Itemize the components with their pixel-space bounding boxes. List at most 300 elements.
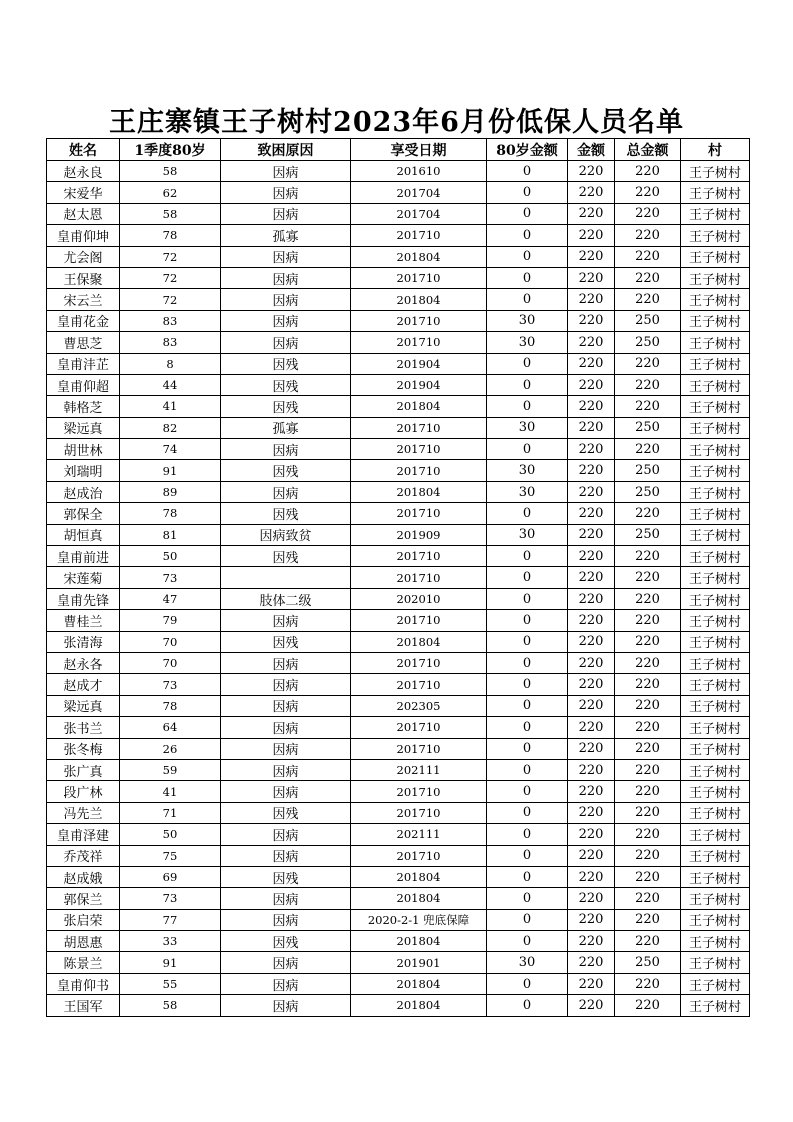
cell-village: 王子树村 xyxy=(681,931,750,952)
cell-village: 王子树村 xyxy=(681,695,750,716)
cell-total: 220 xyxy=(615,631,681,652)
cell-80-amount: 0 xyxy=(487,203,568,224)
cell-amount: 220 xyxy=(568,866,615,887)
cell-start-date: 201710 xyxy=(351,674,487,695)
cell-age: 62 xyxy=(120,182,221,203)
cell-total: 220 xyxy=(615,909,681,930)
cell-start-date: 201704 xyxy=(351,203,487,224)
cell-start-date: 201804 xyxy=(351,289,487,310)
cell-name: 张广真 xyxy=(47,759,120,780)
table-row xyxy=(47,588,750,609)
table-row xyxy=(47,802,750,823)
cell-80-amount: 0 xyxy=(487,353,568,374)
cell-village: 王子树村 xyxy=(681,759,750,780)
cell-80-amount: 30 xyxy=(487,524,568,545)
header-80-amount: 80岁金额 xyxy=(487,139,568,161)
cell-start-date: 201710 xyxy=(351,567,487,588)
cell-reason: 因残 xyxy=(221,503,351,524)
cell-total: 220 xyxy=(615,161,681,182)
cell-village: 王子树村 xyxy=(681,824,750,845)
cell-start-date: 201704 xyxy=(351,182,487,203)
cell-80-amount: 0 xyxy=(487,866,568,887)
cell-name: 皇甫先锋 xyxy=(47,588,120,609)
cell-reason: 因病 xyxy=(221,332,351,353)
cell-80-amount: 0 xyxy=(487,888,568,909)
cell-80-amount: 0 xyxy=(487,781,568,802)
cell-name: 胡恒真 xyxy=(47,524,120,545)
cell-name: 尤会阁 xyxy=(47,246,120,267)
cell-total: 250 xyxy=(615,332,681,353)
table-row xyxy=(47,439,750,460)
cell-start-date: 201804 xyxy=(351,931,487,952)
cell-total: 220 xyxy=(615,973,681,994)
cell-age: 26 xyxy=(120,738,221,759)
cell-total: 220 xyxy=(615,674,681,695)
cell-name: 梁远真 xyxy=(47,695,120,716)
table-row xyxy=(47,203,750,224)
cell-village: 王子树村 xyxy=(681,417,750,438)
cell-amount: 220 xyxy=(568,909,615,930)
cell-age: 69 xyxy=(120,866,221,887)
cell-name: 王国军 xyxy=(47,995,120,1016)
cell-80-amount: 0 xyxy=(487,439,568,460)
cell-village: 王子树村 xyxy=(681,353,750,374)
cell-total: 220 xyxy=(615,738,681,759)
cell-age: 83 xyxy=(120,332,221,353)
table-row xyxy=(47,353,750,374)
cell-amount: 220 xyxy=(568,289,615,310)
cell-total: 220 xyxy=(615,588,681,609)
cell-start-date: 201710 xyxy=(351,332,487,353)
cell-age: 83 xyxy=(120,310,221,331)
table-header-row xyxy=(47,139,750,161)
cell-80-amount: 0 xyxy=(487,503,568,524)
document-title: 王庄寨镇王子树村2023年6月份低保人员名单 xyxy=(109,107,684,138)
cell-age: 91 xyxy=(120,952,221,973)
cell-reason: 因病 xyxy=(221,845,351,866)
table-row xyxy=(47,738,750,759)
table-row xyxy=(47,866,750,887)
cell-amount: 220 xyxy=(568,845,615,866)
header-name: 姓名 xyxy=(47,139,120,161)
cell-village: 王子树村 xyxy=(681,439,750,460)
table-row xyxy=(47,524,750,545)
cell-reason: 因病 xyxy=(221,481,351,502)
recipient-table xyxy=(46,138,750,1017)
table-row xyxy=(47,267,750,288)
cell-start-date: 202305 xyxy=(351,695,487,716)
cell-total: 220 xyxy=(615,695,681,716)
cell-reason: 因病 xyxy=(221,182,351,203)
table-row xyxy=(47,503,750,524)
cell-amount: 220 xyxy=(568,161,615,182)
table-row xyxy=(47,759,750,780)
cell-age: 50 xyxy=(120,824,221,845)
cell-total: 220 xyxy=(615,439,681,460)
cell-total: 250 xyxy=(615,460,681,481)
cell-start-date: 201710 xyxy=(351,503,487,524)
cell-80-amount: 30 xyxy=(487,481,568,502)
cell-total: 220 xyxy=(615,353,681,374)
cell-amount: 220 xyxy=(568,674,615,695)
cell-age: 41 xyxy=(120,781,221,802)
cell-name: 宋莲菊 xyxy=(47,567,120,588)
cell-80-amount: 0 xyxy=(487,374,568,395)
cell-age: 78 xyxy=(120,225,221,246)
cell-start-date: 201804 xyxy=(351,973,487,994)
cell-80-amount: 0 xyxy=(487,246,568,267)
cell-village: 王子树村 xyxy=(681,503,750,524)
cell-reason: 因病 xyxy=(221,267,351,288)
cell-amount: 220 xyxy=(568,973,615,994)
cell-start-date: 201710 xyxy=(351,845,487,866)
table-row xyxy=(47,695,750,716)
cell-80-amount: 0 xyxy=(487,631,568,652)
table-row xyxy=(47,610,750,631)
table-row xyxy=(47,481,750,502)
cell-start-date: 201804 xyxy=(351,995,487,1016)
cell-total: 220 xyxy=(615,225,681,246)
cell-amount: 220 xyxy=(568,481,615,502)
cell-start-date: 201710 xyxy=(351,652,487,673)
cell-start-date: 201710 xyxy=(351,417,487,438)
cell-reason: 因病 xyxy=(221,203,351,224)
cell-total: 220 xyxy=(615,845,681,866)
cell-80-amount: 0 xyxy=(487,759,568,780)
cell-start-date: 201804 xyxy=(351,866,487,887)
cell-amount: 220 xyxy=(568,546,615,567)
table-row xyxy=(47,952,750,973)
cell-name: 宋云兰 xyxy=(47,289,120,310)
cell-amount: 220 xyxy=(568,717,615,738)
cell-80-amount: 0 xyxy=(487,802,568,823)
cell-name: 刘瑞明 xyxy=(47,460,120,481)
cell-name: 郭保兰 xyxy=(47,888,120,909)
cell-reason: 因残 xyxy=(221,396,351,417)
cell-80-amount: 0 xyxy=(487,652,568,673)
cell-total: 220 xyxy=(615,203,681,224)
cell-village: 王子树村 xyxy=(681,866,750,887)
table-row xyxy=(47,546,750,567)
cell-reason: 肢体二级 xyxy=(221,588,351,609)
cell-age: 74 xyxy=(120,439,221,460)
table-body xyxy=(47,161,750,1017)
cell-total: 220 xyxy=(615,888,681,909)
cell-reason: 因残 xyxy=(221,353,351,374)
cell-age: 78 xyxy=(120,503,221,524)
cell-total: 220 xyxy=(615,610,681,631)
cell-80-amount: 0 xyxy=(487,738,568,759)
cell-village: 王子树村 xyxy=(681,952,750,973)
cell-80-amount: 0 xyxy=(487,567,568,588)
table-row xyxy=(47,909,750,930)
cell-reason: 孤寡 xyxy=(221,225,351,246)
cell-amount: 220 xyxy=(568,931,615,952)
cell-start-date: 201710 xyxy=(351,781,487,802)
cell-80-amount: 0 xyxy=(487,396,568,417)
cell-name: 皇甫泽建 xyxy=(47,824,120,845)
table-row xyxy=(47,161,750,182)
cell-name: 张书兰 xyxy=(47,717,120,738)
cell-amount: 220 xyxy=(568,738,615,759)
cell-80-amount: 0 xyxy=(487,182,568,203)
cell-name: 皇甫前进 xyxy=(47,546,120,567)
table-row xyxy=(47,888,750,909)
table-row xyxy=(47,225,750,246)
table-row xyxy=(47,374,750,395)
cell-age: 64 xyxy=(120,717,221,738)
cell-80-amount: 0 xyxy=(487,546,568,567)
cell-age: 72 xyxy=(120,246,221,267)
cell-village: 王子树村 xyxy=(681,717,750,738)
cell-village: 王子树村 xyxy=(681,225,750,246)
cell-age: 77 xyxy=(120,909,221,930)
cell-reason: 孤寡 xyxy=(221,417,351,438)
cell-reason: 因病 xyxy=(221,973,351,994)
cell-80-amount: 0 xyxy=(487,289,568,310)
cell-80-amount: 0 xyxy=(487,717,568,738)
cell-age: 73 xyxy=(120,567,221,588)
cell-village: 王子树村 xyxy=(681,738,750,759)
cell-village: 王子树村 xyxy=(681,267,750,288)
cell-amount: 220 xyxy=(568,652,615,673)
cell-total: 250 xyxy=(615,417,681,438)
cell-reason: 因病 xyxy=(221,289,351,310)
cell-reason xyxy=(221,567,351,588)
cell-age: 44 xyxy=(120,374,221,395)
cell-name: 张启荣 xyxy=(47,909,120,930)
cell-village: 王子树村 xyxy=(681,289,750,310)
cell-start-date: 201710 xyxy=(351,717,487,738)
cell-reason: 因病 xyxy=(221,738,351,759)
table-row xyxy=(47,995,750,1016)
cell-age: 82 xyxy=(120,417,221,438)
table-row xyxy=(47,652,750,673)
cell-total: 220 xyxy=(615,866,681,887)
cell-age: 72 xyxy=(120,267,221,288)
cell-name: 赵成娥 xyxy=(47,866,120,887)
cell-amount: 220 xyxy=(568,503,615,524)
cell-start-date: 201904 xyxy=(351,353,487,374)
cell-name: 宋爱华 xyxy=(47,182,120,203)
table-row xyxy=(47,182,750,203)
cell-amount: 220 xyxy=(568,824,615,845)
cell-total: 220 xyxy=(615,289,681,310)
cell-total: 220 xyxy=(615,503,681,524)
cell-amount: 220 xyxy=(568,802,615,823)
cell-80-amount: 30 xyxy=(487,952,568,973)
header-reason: 致困原因 xyxy=(221,139,351,161)
table-row xyxy=(47,674,750,695)
cell-amount: 220 xyxy=(568,524,615,545)
cell-start-date: 201710 xyxy=(351,546,487,567)
cell-age: 73 xyxy=(120,674,221,695)
cell-80-amount: 30 xyxy=(487,310,568,331)
cell-village: 王子树村 xyxy=(681,546,750,567)
cell-amount: 220 xyxy=(568,417,615,438)
table-row xyxy=(47,246,750,267)
cell-name: 曹思芝 xyxy=(47,332,120,353)
cell-total: 220 xyxy=(615,652,681,673)
header-total: 总金额 xyxy=(615,139,681,161)
cell-80-amount: 30 xyxy=(487,460,568,481)
cell-start-date: 201710 xyxy=(351,802,487,823)
cell-start-date: 2020-2-1 兜底保障 xyxy=(351,909,487,930)
cell-80-amount: 0 xyxy=(487,674,568,695)
table-row xyxy=(47,567,750,588)
cell-amount: 220 xyxy=(568,695,615,716)
cell-name: 皇甫花金 xyxy=(47,310,120,331)
cell-start-date: 201710 xyxy=(351,310,487,331)
cell-village: 王子树村 xyxy=(681,396,750,417)
cell-age: 58 xyxy=(120,995,221,1016)
cell-80-amount: 0 xyxy=(487,845,568,866)
cell-80-amount: 0 xyxy=(487,824,568,845)
cell-village: 王子树村 xyxy=(681,460,750,481)
cell-start-date: 202010 xyxy=(351,588,487,609)
cell-age: 70 xyxy=(120,652,221,673)
cell-village: 王子树村 xyxy=(681,909,750,930)
cell-age: 70 xyxy=(120,631,221,652)
table-row xyxy=(47,417,750,438)
cell-80-amount: 0 xyxy=(487,161,568,182)
cell-start-date: 201804 xyxy=(351,631,487,652)
cell-total: 250 xyxy=(615,481,681,502)
cell-total: 220 xyxy=(615,781,681,802)
cell-name: 王保聚 xyxy=(47,267,120,288)
cell-village: 王子树村 xyxy=(681,845,750,866)
cell-age: 72 xyxy=(120,289,221,310)
cell-village: 王子树村 xyxy=(681,781,750,802)
cell-total: 250 xyxy=(615,524,681,545)
cell-age: 47 xyxy=(120,588,221,609)
cell-amount: 220 xyxy=(568,460,615,481)
cell-total: 220 xyxy=(615,546,681,567)
table-row xyxy=(47,460,750,481)
cell-80-amount: 0 xyxy=(487,931,568,952)
cell-reason: 因病 xyxy=(221,610,351,631)
cell-name: 皇甫仰坤 xyxy=(47,225,120,246)
cell-amount: 220 xyxy=(568,267,615,288)
cell-village: 王子树村 xyxy=(681,674,750,695)
cell-reason: 因病 xyxy=(221,652,351,673)
cell-name: 张冬梅 xyxy=(47,738,120,759)
cell-village: 王子树村 xyxy=(681,631,750,652)
cell-reason: 因病 xyxy=(221,759,351,780)
table-row xyxy=(47,310,750,331)
cell-reason: 因残 xyxy=(221,460,351,481)
cell-village: 王子树村 xyxy=(681,802,750,823)
cell-reason: 因病 xyxy=(221,909,351,930)
cell-amount: 220 xyxy=(568,610,615,631)
table-row xyxy=(47,973,750,994)
cell-name: 赵太恩 xyxy=(47,203,120,224)
cell-name: 梁远真 xyxy=(47,417,120,438)
header-village: 村 xyxy=(681,139,750,161)
cell-amount: 220 xyxy=(568,759,615,780)
cell-reason: 因残 xyxy=(221,866,351,887)
cell-start-date: 201909 xyxy=(351,524,487,545)
cell-amount: 220 xyxy=(568,310,615,331)
cell-name: 段广林 xyxy=(47,781,120,802)
cell-total: 220 xyxy=(615,396,681,417)
cell-village: 王子树村 xyxy=(681,888,750,909)
cell-80-amount: 0 xyxy=(487,588,568,609)
cell-name: 陈景兰 xyxy=(47,952,120,973)
cell-village: 王子树村 xyxy=(681,524,750,545)
cell-reason: 因病 xyxy=(221,824,351,845)
table-row xyxy=(47,289,750,310)
cell-age: 58 xyxy=(120,161,221,182)
cell-name: 赵成治 xyxy=(47,481,120,502)
cell-reason: 因病 xyxy=(221,695,351,716)
cell-age: 59 xyxy=(120,759,221,780)
cell-age: 58 xyxy=(120,203,221,224)
cell-amount: 220 xyxy=(568,246,615,267)
cell-amount: 220 xyxy=(568,588,615,609)
cell-start-date: 202111 xyxy=(351,824,487,845)
cell-reason: 因残 xyxy=(221,631,351,652)
cell-start-date: 201710 xyxy=(351,738,487,759)
table-row xyxy=(47,631,750,652)
cell-80-amount: 30 xyxy=(487,417,568,438)
cell-name: 冯先兰 xyxy=(47,802,120,823)
cell-reason: 因残 xyxy=(221,546,351,567)
cell-start-date: 201610 xyxy=(351,161,487,182)
cell-village: 王子树村 xyxy=(681,567,750,588)
cell-start-date: 201904 xyxy=(351,374,487,395)
cell-reason: 因病 xyxy=(221,310,351,331)
cell-start-date: 201710 xyxy=(351,267,487,288)
cell-total: 220 xyxy=(615,995,681,1016)
cell-name: 胡世林 xyxy=(47,439,120,460)
cell-age: 8 xyxy=(120,353,221,374)
cell-village: 王子树村 xyxy=(681,374,750,395)
header-age: 1季度80岁 xyxy=(120,139,221,161)
cell-name: 赵永各 xyxy=(47,652,120,673)
cell-village: 王子树村 xyxy=(681,246,750,267)
cell-total: 220 xyxy=(615,717,681,738)
cell-reason: 因病 xyxy=(221,888,351,909)
cell-name: 皇甫仰超 xyxy=(47,374,120,395)
cell-80-amount: 30 xyxy=(487,332,568,353)
cell-reason: 因病 xyxy=(221,995,351,1016)
cell-total: 220 xyxy=(615,931,681,952)
cell-age: 91 xyxy=(120,460,221,481)
cell-village: 王子树村 xyxy=(681,161,750,182)
cell-reason: 因病致贫 xyxy=(221,524,351,545)
cell-total: 220 xyxy=(615,759,681,780)
table-row xyxy=(47,845,750,866)
cell-name: 皇甫仰书 xyxy=(47,973,120,994)
cell-reason: 因病 xyxy=(221,161,351,182)
cell-reason: 因残 xyxy=(221,374,351,395)
cell-name: 韩格芝 xyxy=(47,396,120,417)
cell-age: 55 xyxy=(120,973,221,994)
table-row xyxy=(47,781,750,802)
cell-amount: 220 xyxy=(568,332,615,353)
cell-reason: 因残 xyxy=(221,931,351,952)
cell-reason: 因病 xyxy=(221,717,351,738)
cell-start-date: 201710 xyxy=(351,439,487,460)
cell-name: 胡恩惠 xyxy=(47,931,120,952)
cell-start-date: 201804 xyxy=(351,246,487,267)
cell-start-date: 201710 xyxy=(351,610,487,631)
cell-name: 皇甫沣芷 xyxy=(47,353,120,374)
cell-name: 乔茂祥 xyxy=(47,845,120,866)
table-row xyxy=(47,931,750,952)
cell-amount: 220 xyxy=(568,567,615,588)
